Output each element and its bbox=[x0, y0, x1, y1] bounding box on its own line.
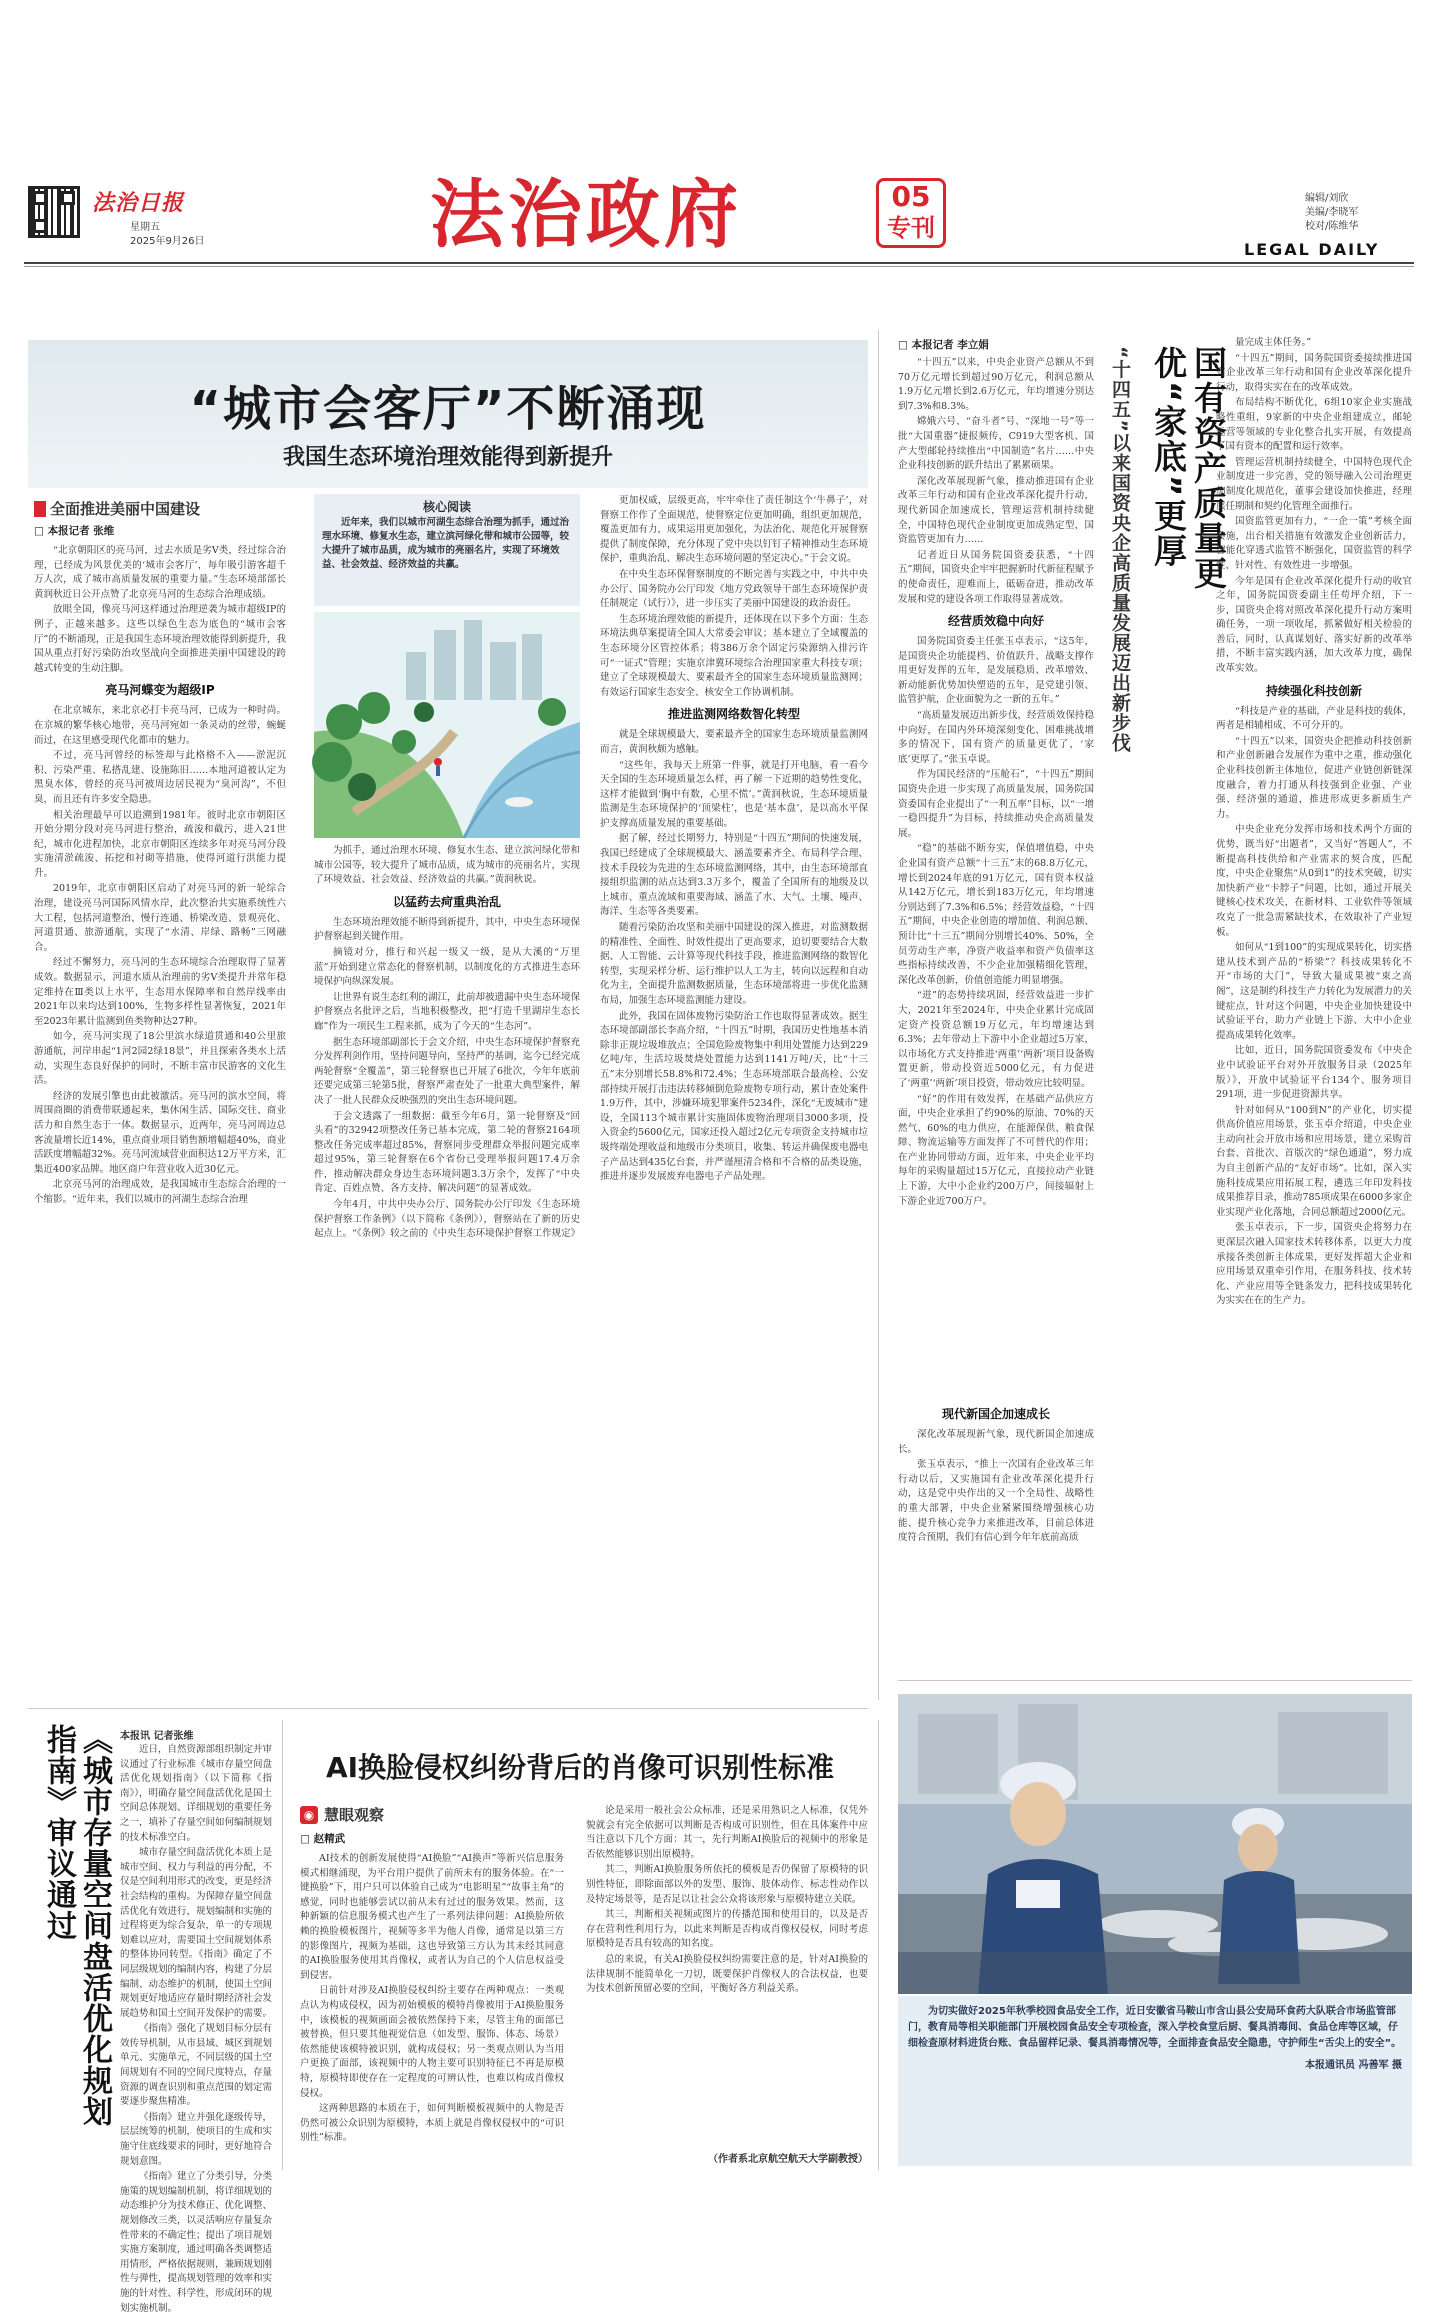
article1-byline: □ 本报记者 张维 bbox=[34, 525, 115, 537]
paragraph: 张玉卓表示，“推上一次国有企业改革三年行动以后，又实施国有企业改革深化提升行动，这是党中央作出的又一个全局性、战略性的重大部署，中央企业紧紧围绕增强核心功能、提升核心竞争力来推进改革，目前总体进度符合预期，我们有信心到今年年底前高质 bbox=[898, 1459, 1094, 1544]
paragraph: 总的来说，有关AI换脸侵权纠纷需要注意的是，针对AI换脸的法律规制不能简单化一刀切，既要保护肖像权人的合法权益，也要为技术创新预留必要的空间，平衡好各方利益关系。 bbox=[586, 1953, 868, 1995]
paragraph: “稳”的基础不断夯实，保值增值稳，中央企业国有资产总额“十三五”末的68.8万亿元，增长到2024年底的91万亿元，国有资本权益从142万亿元，增长到183万亿元，年均增速分别达到了7.3%和6.5%；经营效益稳，“十四五”期间，中央企业创造的增加值、利润总额、预计比“十三五”期间分别增长40%、50%，全员劳动生产率，净资产收益率和资产负债率这些指标持续改善，不少企业加强精细化管理，深化改革创新，价值创造能力明显增强。 bbox=[898, 843, 1094, 986]
eye-icon: ◉ bbox=[300, 1806, 318, 1824]
paragraph: “十四五”以来，中央企业资产总额从不到70万亿元增长到超过90万亿元，利润总额从1.9万亿元增长到2.6万亿元，年均增速分别达到7.3%和8.3%。 bbox=[898, 357, 1094, 412]
paragraph: AI技术的创新发展使得“AI换脸”“AI换声”等新兴信息服务模式相继涌现，为平台用户提供了前所未有的服务体验。在“一键换脸”下，用户只可以体验自己成为“电影明星”“故事主角”的感觉，同时也能够尝试以前从未有过过的服务效果。然而，这种新颖的信息服务模式也产生了一系列法律问题：AI换脸所依赖的换脸模板图片，视频等多半为他人肖像，通常是以第三方的影像图片，视频为基础，这也导致第三方认为其未经其同意的AI换脸服务使用其肖像权，或者认为自己的个人信息权益受到侵害。 bbox=[300, 1853, 564, 1981]
section-divider bbox=[28, 1708, 868, 1709]
paragraph: 管理运营机制持续健全，中国特色现代企业制度进一步完善，党的领导融入公司治理更加制度化规范化，董事会建设加快推进，经理层任期制和契约化管理全面推行。 bbox=[1216, 456, 1412, 512]
qr-code bbox=[28, 186, 80, 238]
section-title: 法治政府 bbox=[430, 172, 742, 258]
paragraph: 中央企业充分发挥市场和技术两个方面的优势，既当好“出题者”，又当好“答题人”，不断提高科技供给和产业需求的契合度，匹配度，中央企业聚焦“从0到1”的技术突破，切实加快新产业“卡脖子”问题，比如，通过开展关键核心技术攻关，在新材料、工业软件等领域攻克了一批急需紧缺技术，在效取补了产业短板。 bbox=[1216, 824, 1412, 938]
article1-col1 bbox=[34, 544, 286, 1692]
paragraph: 张玉卓表示，下一步，国资央企将努力在更深层次融入国家技术转移体系，以更大力度承接各类创新主体成果，更好发挥超大企业和应用场景双重牵引作用，在服务科技、技术转化、产业应用等全链条发力，把科技成果转化为实实在在的生产力。 bbox=[1216, 1222, 1412, 1307]
paragraph: 此外，我国在固体废物污染防治工作也取得显著成效。据生态环境部副部长李高介绍，“十四五”时期，我国历史性地基本消除非正规垃圾堆放点；全国危险废物集中利用处置能力达到229亿吨/年，生活垃圾焚烧处置能力达到1141万吨/天，比“十三五”末分别增长58.8%和72.4%；生态环境部联合最高检、公安部持续开展打击违法转移倾倒危险废物专项行动，累计查处案件1.9万件，其中，涉嫌环境犯罪案件5234件，深化“无废城市”建设，全国113个城市累计实施固体废物治理项目3000多项，投入资金约5600亿元，国家还投入超过2亿元专项资金支持城市垃圾终端处理收益和地级市分类项目，收集、转运并确保废电器电子产品达到435亿台套，并严谨厘清合格和不合格的品类设施，推进并逐步发展废弃电器电子产品处理。 bbox=[600, 1010, 868, 1183]
paragraph: 如今，亮马河实现了18公里滨水绿道贯通和40公里旅游通航，河岸串起“1河2园2绿18景”，并且探索各类水上活动，实现生态良好保护的同时，不断丰富市民游客的文化生活。 bbox=[34, 1031, 286, 1087]
english-name: LEGAL DAILY bbox=[1244, 240, 1380, 259]
paragraph: 深化改革展现新气象，现代新国企加速成长。 bbox=[898, 1429, 1094, 1455]
paragraph: 城市存量空间盘活优化本质上是城市空间、权力与利益的再分配，不仅是空间利用形式的改变，更是经济社会结构的重构。为保障存量空间盘活优化有效进行，规划编制和实施的过程将更为综合复杂，单一的专项规划难以应对，需要国土空间规划体系的整体协同转型。《指南》确定了不同层级规划的编制内容，构建了分层编制、动态维护的机制，使国土空间规划更好地适应存量时期经济社会发展趋势和国土空间开发保护的需要。 bbox=[120, 1847, 273, 2019]
paragraph: 记者近日从国务院国资委获悉，“十四五”期间，国资央企牢牢把握新时代新征程赋予的使命责任，迎难而上，砥砺奋进，推动改革发展和党的建设各项工作取得显著成效。 bbox=[898, 549, 1094, 605]
paragraph: 论是采用一般社会公众标准，还是采用熟识之人标准，仅凭外貌就会有完全依据可以判断是否构成可识别性，但在具体案件中应当注意以下几个方面：其一，先行判断AI换脸后的视频中的形象是否依然能够识别出原模特。 bbox=[586, 1805, 868, 1860]
paragraph: 据了解，经过长期努力，特别是“十四五”期间的快速发展，我国已经建成了全球规模最大、涵盖要素齐全、布局科学合理、技术手段较为先进的生态环境监测网络，其中，由生态环境部直接组织监测的站点达到3.3万多个，覆盖了全国所有的地级及以上城市、重点流域和重要海域、涵盖了水、大气、土壤、噪声、海洋、生态等各类要素。 bbox=[600, 833, 868, 918]
paragraph: 生态环境治理效能的新提升，还体现在以下多个方面：生态环境法典草案提请全国人大常委会审议；基本建立了全域覆盖的生态环境分区管控体系；将386万余个固定污染源纳入排污许可“一证式”管理；实施京津冀环境综合治理国家重大科技专项；建立了全球规模最大、要素最齐全的国家生态环境质量监测网；有效运行国家生态安全、核安全工作协调机制。 bbox=[600, 613, 868, 698]
article3-byline: 本报讯 记者张维 bbox=[120, 1731, 194, 1742]
paragraph: 深化改革展现新气象，推动推进国有企业改革三年行动和国有企业改革深化提升行动，现代新国企加速成长，管理运营机制持续健全，中国特色现代企业制度更加成熟定型，国资监管更加有力…… bbox=[898, 475, 1094, 546]
article3-title: 《城市存量空间盘活优化规划指南》审议通过 bbox=[41, 1724, 112, 2127]
paragraph: 在北京城东，来北京必打卡亮马河，已成为一种时尚。在京城的繁华核心地带，亮马河宛如一条灵动的丝带，蜿蜒而过，在这里感受现代化都市的魅力。 bbox=[34, 705, 286, 746]
paragraph: “好”的作用有效发挥，在基础产品供应方面，中央企业承担了约90%的原油、70%的天然气、60%的电力供应，在能源保供、粮食保障、物流运输等方面发挥了不可替代的作用；在产业协同带动方面，近年来，中央企业平均每年的采购量超过15万亿元，直接拉动产业链上下游，大中小企业约200万户，间接辐射上下游企业近700万户。 bbox=[898, 1093, 1094, 1207]
article3-body bbox=[120, 1724, 273, 2314]
editor-line: 美编/李晓军 bbox=[1305, 207, 1359, 218]
article2-title: 国有资产质量更优“家底”更厚 bbox=[1149, 346, 1228, 591]
article1-column-tag bbox=[34, 498, 200, 519]
paragraph: 近日，自然资源部组织制定并审议通过了行业标准《城市存量空间盘活优化规划指南》（以下简称《指南》），明确存量空间盘活优化是国土空间总体规划、详细规划的重要任务之一，填补了存量空间如何编制规划的技术标准空白。 bbox=[120, 1744, 273, 1843]
paragraph: 随着污染防治攻坚和美丽中国建设的深入推进，对监测数据的精准性、全面性、时效性提出了更高要求，迫切要要结合大数据、人工智能、云计算等现代科技手段，推进监测网络的数智化转型，实现采样分析、运行维护以人工为主，转向以远程和自动化为主，全面提升监测数据质量，生态环境部将进一步优化监测布局，加强生态环境监测能力建设。 bbox=[600, 922, 868, 1006]
paragraph: 经济的发展引擎也由此被激活。亮马河的滨水空间，将周围商圈的消费带联通起来，集休闲生活、国际交往、商业活力和自然生态于一体。数据显示，近两年，亮马河周边总客流量增长近14%，重点商业项目销售额增幅超40%，商业活跃度增幅超32%。亮马河流域营业面积达12万平方米，汇集近400家品牌。地区商户年营业收入近30亿元。 bbox=[34, 1090, 286, 1175]
paragraph: 北京亮马河的治理成效，是我国城市生态综合治理的一个缩影。“近年来，我们以城市的河湖生态综合治理 bbox=[34, 1179, 286, 1205]
paragraph: 相关治理最早可以追溯到1981年。彼时北京市朝阳区开始分期分段对亮马河进行整治，疏浚和截污，进入21世纪，城市化进程加快，北京市朝阳区连续多年对亮马河分段实施清淤疏浚、拓挖和衬砌等措施，使得河道行洪能力提升。 bbox=[34, 809, 286, 879]
photo-caption: 为切实做好2025年秋季校园食品安全工作，近日安徽省马鞍山市含山县公安局环食药大队联合市场监管部门，教育局等相关职能部门开展校园食品安全专项检查，深入学校食堂后厨、餐具消毒间、食品仓库等区域，仔细检查原材料进货台账、食品留样记录、餐具消毒情况等，全面排查食品安全隐患，守护师生“舌尖上的安全”。 bbox=[908, 2006, 1402, 2049]
paper-logo: 法治日报 bbox=[92, 190, 185, 216]
paragraph: 放眼全国，像亮马河这样通过治理逆袭为城市超级IP的例子，正越来越多。这些以绿色生态为底色的“城市会客厅”的不断涌现，正是我国生态环境治理效能得到新提升，我国从重点打好污染防治攻坚战向全面推进美丽中国建设的跨越式转变的生动注脚。 bbox=[34, 604, 286, 674]
author-note: （作者系北京航空航天大学副教授） bbox=[708, 2154, 868, 2165]
paragraph: “十四五”以来，国资央企把推动科技创新和产业创新融合发展作为重中之重，推动强化企业科技创新主体地位，促进产业链创新链深度融合，着力打通从科技强到企业强、产业强、经济强的通道，推进形成更多新质生产力。 bbox=[1216, 735, 1412, 820]
article2-col1-continued bbox=[898, 1400, 1094, 1670]
issue-date: 2025年9月26日 bbox=[130, 236, 205, 247]
paragraph: 生态环境治理效能不断得到新提升，其中，中央生态环境保护督察起到关键作用。 bbox=[314, 916, 581, 943]
column-label: 全面推进美丽中国建设 bbox=[50, 500, 201, 518]
paragraph: 如何从“1到100”的实现成果转化，切实搭建从技术到产品的“桥梁”？科技成果转化不开“市场的大门”，导致大量成果被“束之高阁”，这是制约科技生产力转化为发展潜力的关键症点，针对这个问题，中央企业加快建设中试验证平台，助力产业链上下游、大中小企业提高成果转化效率。 bbox=[1216, 942, 1412, 1041]
page-number: 05 bbox=[891, 180, 931, 213]
paragraph: 这两种思路的本质在于，如何判断模板视频中的人物是否仍然可被公众识别为原模特，本质上就是肖像权侵权中的“可识别性”标准。 bbox=[300, 2103, 564, 2144]
column-divider bbox=[878, 330, 879, 1700]
article2-byline: □ 本报记者 李立娟 bbox=[898, 339, 989, 351]
editor-line: 编辑/刘欣 bbox=[1305, 193, 1349, 204]
masthead-rule-thin bbox=[24, 266, 1414, 267]
paragraph: 今年是国有企业改革深化提升行动的收官之年，国务院国资委副主任苟坪介绍，下一步，国资央企将对照改革深化提升行动方案明确任务，一项一项收尾，抓紧做好相关检验的善后，同时，认真谋划好、落实好新的改革举措，不断丰富实践内涵，加大改革力度，确保改革实效。 bbox=[1216, 575, 1412, 675]
paragraph: 让世界有说生态红利的湖江，此前却被遗漏中央生态环境保护督察点名批评之后，当地积极整改，把“打造千里湖岸生态长廊”作为一项民生工程来抓，成为了今天的“生态河”。 bbox=[314, 991, 581, 1032]
article1-col2 bbox=[314, 844, 580, 1692]
core-reading-title: 核心阅读 bbox=[422, 500, 471, 514]
weekday: 星期五 bbox=[130, 222, 160, 233]
article4-byline: □ 赵精武 bbox=[300, 1833, 346, 1845]
article4-col2 bbox=[586, 1804, 868, 2144]
article1-col3 bbox=[600, 494, 868, 1692]
paragraph: 量完成主体任务。” bbox=[1235, 337, 1312, 348]
paragraph: 《指南》强化了规划目标分层有效传导机制，从市县域、城区到规划单元、实施单元，不同层级的国土空间规划有不同的空间尺度特点，存量资源的调查识别和重点范围的划定需要逐步聚焦精准。 bbox=[120, 2023, 273, 2108]
core-reading-text: 近年来，我们以城市河湖生态综合治理为抓手，通过治理水环境、修复水生态，建立滨河绿化带和城市公园等，较大提升了城市品质，成为城市的亮丽名片，实现了环境效益、社会效益、经济效益的共赢。 bbox=[322, 517, 570, 570]
food-inspection-photo bbox=[898, 1694, 1412, 1994]
paragraph: “科技是产业的基础，产业是科技的载体，两者是相辅相成、不可分开的。 bbox=[1216, 705, 1412, 732]
article1-subtitle: 我国生态环境治理效能得到新提升 bbox=[282, 445, 613, 470]
article4-title: AI换脸侵权纠纷背后的肖像可识别性标准 bbox=[325, 1751, 835, 1784]
editor-line: 校对/陈维华 bbox=[1305, 221, 1359, 232]
paragraph: 其二，判断AI换脸服务所依托的模板是否仍保留了原模特的识别性特征，即除面部以外的发型、服饰、肢体动作、标志性动作以及特定场景等，是否足以让社会公众将该形象与原模特建立关联。 bbox=[586, 1864, 868, 1905]
paragraph: 更加权威，层级更高，牢牢牵住了责任制这个‘牛鼻子’，对督察工作作了全面规范，使督察定位更加明确，组织更加规范，覆盖更加有力，成果运用更加强化，为法治化、规范化开展督察提供了制度保障，充分体现了党中央以钉钉子精神推动生态环境保护，重典治乱、解决生态环境问题的坚定决心。”于会文说。 bbox=[600, 495, 868, 565]
paragraph: 2019年，北京市朝阳区启动了对亮马河的新一轮综合治理，建设亮马河国际风情水岸，此次整治共实施系统性六大工程，包括河道整治、慢行连通、桥梁改造、景观亮化、河道贯通、旅游通航，实现了“水清、岸绿、路畅”三网融合。 bbox=[34, 883, 286, 953]
paragraph: 嫦娥六号、“奋斗者”号、“深地一号”等一批“大国重器”捷报频传，C919大型客机、国产大型邮轮持续推出“中国制造”名片……中央企业科技创新的跃升结出了累累硕果。 bbox=[898, 416, 1094, 472]
paragraph: 不过，亮马河曾经的标签却与此格格不入——淤泥沉积、污染严重、私搭乱建、设施陈旧……本地河道被认定为黑臭水体，曾经的亮马河被周边居民视为“臭河沟”，不但臭，而且还有许多安全隐患。 bbox=[34, 750, 286, 805]
column-flag-icon bbox=[34, 501, 46, 517]
paragraph: 就是全球规模最大、要素最齐全的国家生态环境质量监测网而言，黄润秋颇为感触。 bbox=[600, 729, 868, 755]
paragraph: 国务院国资委主任张玉卓表示，“这5年，是国资央企功能提档、价值跃升、战略支撑作用更好发挥的五年，是发展稳质、改革增效、新动能新优势加快塑造的五年，是党建引领、监管护航，企业面貌为之一新的五年。” bbox=[898, 636, 1094, 706]
section-divider bbox=[898, 1680, 1412, 1681]
paragraph: 其三，判断相关视频或图片的传播范围和使用目的，以及是否存在营利性利用行为，以此来判断是否构成肖像权侵权，同时考虑原模特是否具有较高的知名度。 bbox=[586, 1909, 868, 1950]
column-divider bbox=[878, 1720, 879, 2170]
paragraph: 为抓手，通过治理水环境、修复水生态、建立滨河绿化带和城市公园等，较大提升了城市品质，成为城市的亮丽名片，实现了环境效益、社会效益、经济效益的共赢。”黄润秋说。 bbox=[314, 845, 581, 886]
article2-subtitle: “十四五”以来国资央企高质量发展迈出新步伐 bbox=[1109, 346, 1131, 753]
section-heading: 亮马河蝶变为超级IP bbox=[105, 683, 215, 698]
paragraph: 据生态环境部副部长于会文介绍，中央生态环境保护督察充分发挥利剑作用，坚持问题导向，坚持严的基调，迄今已经完成两轮督察“全覆盖”，第三轮督察也已开展了6批次，今年年底前还要完成第三轮第5批，督察严肃查处了一批重大典型案件，解决了一批人民群众反映强烈的突出生态环境问题。 bbox=[314, 1036, 581, 1106]
paragraph: 在中央生态环保督察制度的不断完善与实践之中，中共中央办公厅、国务院办公厅印发《地方党政领导干部生态环境保护责任制规定（试行）》，进一步压实了美丽中国建设的政治责任。 bbox=[600, 568, 868, 610]
paragraph: 国资监管更加有力，“一企一策”考核全面实施，出台相关措施有效激发企业创新活力，智能化穿透式监管不断强化，国资监管的科学性、针对性、有效性进一步增强。 bbox=[1216, 516, 1412, 571]
photo-caption-box bbox=[898, 1996, 1412, 2166]
paragraph: 比如，近日，国务院国资委发布《中央企业中试验证平台对外开放服务目录（2025年版）》，开放中试验证平台134个、服务项目291项，进一步促进资源共享。 bbox=[1216, 1045, 1412, 1101]
paragraph: 《指南》建立并强化逐级传导，层层统筹的机制，使项目的生成和实施守住底线要求的同时，更好地符合规划意图。 bbox=[120, 2111, 273, 2167]
page-label: 专刊 bbox=[887, 214, 935, 242]
paragraph: 摘镜对分，推行和兴起一级又一级，是从大溪的“万里蓝”开始到建立常态化的督察机制，以制度化的方式推进生态环境保护向纵深发展。 bbox=[314, 946, 580, 988]
paragraph: “这些年，我每天上班第一件事，就是打开电脑，看一看今天全国的生态环境质量怎么样，再了解一下近期的趋势性变化，这样才能做到‘胸中有数，心里不慌’。”黄润秋说，生态环境质量监测是生态环境保护的‘顶梁柱’，也是‘基本盘’，是以高水平保护支撑高质量发展的重要基础。 bbox=[600, 759, 868, 829]
editor-credits bbox=[1305, 192, 1358, 234]
masthead-rule bbox=[24, 262, 1414, 264]
section-heading: 推进监测网络数智化转型 bbox=[667, 707, 800, 722]
river-park-illustration bbox=[314, 612, 580, 838]
article4-col1 bbox=[300, 1852, 564, 2170]
paragraph: 布局结构不断优化，6组10家企业实施战略性重组，9家新的中央企业组建成立，邮轮运营等领域的专业化整合扎实开展，有效提高了国有资本的配置和运行效率。 bbox=[1216, 397, 1412, 453]
paragraph: 《指南》建立了分类引导，分类施策的规划编制机制，将详细规划的动态维护分为技术修正、优化调整、规划修改三类，以灵活响应存量复杂性带来的不确定性；提出了项目规划实施方案制度，通过明确各类调整适用情形，严格依据规则，兼顾规划刚性与弹性，提高规划管理的效率和实施的针对性、科学性，形成闭环的规划实施机制。 bbox=[120, 2171, 273, 2314]
column-divider bbox=[282, 1720, 283, 2170]
paragraph: “北京朝阳区的亮马河，过去水质是劣Ⅴ类，经过综合治理，已经成为风景优美的‘城市会客厅’，每年吸引游客超千万人次，成了城市高质量发展的重要力量。”生态环境部部长黄润秋近日公开点赞了北京亮马河的生态综合治理成绩。 bbox=[34, 545, 286, 600]
page-number-box bbox=[876, 178, 946, 248]
article2-col2 bbox=[1216, 336, 1412, 1666]
paragraph: 作为国民经济的“压舱石”，“十四五”期间国资央企进一步实现了高质量发展，国务院国资委国有企业提出了“一利五率”目标，以“一增一稳四提升”为目标，持续推动央企高质量发展。 bbox=[898, 769, 1094, 839]
section-heading: 经营质效稳中向好 bbox=[947, 614, 1044, 629]
paragraph: “十四五”期间，国务院国资委接续推进国有企业改革三年行动和国有企业改革深化提升行动，取得实实在在的改革成效。 bbox=[1216, 352, 1412, 393]
paragraph: “高质量发展迈出新步伐，经营质效保持稳中向好，在国内外环境深刻变化、困难挑战增多的情况下，国有资产的质量更优了，‘家底’更厚了。”张玉卓说。 bbox=[898, 710, 1094, 765]
column-label: 慧眼观察 bbox=[324, 1806, 385, 1824]
paragraph: 今年4月，中共中央办公厅、国务院办公厅印发《生态环境保护督察工作条例》（以下简称《条例》），督察站在了新的历史起点上。“《条例》较之前的《中央生态环境保护督察工作规定》 bbox=[314, 1199, 581, 1240]
section-heading: 现代新国企加速成长 bbox=[941, 1407, 1050, 1421]
paragraph: 经过不懈努力，亮马河的生态环境综合治理取得了显著成效。数据显示，河道水质从治理前的劣Ⅴ类提升并常年稳定维持在Ⅲ类以上水平，生态用水保障率和自然岸线率由2021年以来均达到100%，生物多样性显著恢复，2021年至2023年累计监测到鱼类物种达27种。 bbox=[34, 957, 286, 1027]
section-heading: 持续强化科技创新 bbox=[1265, 683, 1362, 698]
paragraph: 针对如何从“100到N”的产业化，切实提供高价值应用场景，张玉卓介绍道，中央企业主动向社会开放市场和应用场景，建立采购首台套、首批次、首版次的“绿色通道”，努力成为自主创新产品的“友好市场”。比如，深入实施科技成果应用拓展工程，遴选三年印发科技成果推荐目录，推动785项成果在6000多家企业实现产业化落地，合同总额超过2000亿元。 bbox=[1216, 1104, 1412, 1218]
photo-credit: 本报通讯员 冯善军 摄 bbox=[1305, 2060, 1402, 2071]
core-reading-box bbox=[314, 494, 580, 606]
article1-title: “城市会客厅”不断涌现 bbox=[189, 381, 707, 437]
paragraph: “进”的态势持续巩固，经营效益进一步扩大，2021年至2024年，中央企业累计完成固定资产投资总额19万亿元，年均增速达到6.3%；去年带动上下游中小企业超过5万家，以市场化方式支持推进‘两重’‘两新’项目设备购置更新，带动投资近5000亿元，有力促进了‘两重’‘两新’项目投资，带动效应比较明显。 bbox=[898, 990, 1094, 1089]
paragraph: 日前针对涉及AI换脸侵权纠纷主要存在两种观点：一类观点认为构成侵权，因为初始模板的模特肖像被用于AI换脸服务中，该模板的视频画面会被依然保持下来，尽管主角的面部已被替换，但只要其他视觉信息（如发型、服饰、体态、场景）依然能使该模特被识别，就构成侵权；另一类观点则认为当用户更换了面部，该视频中的人物主要可识别特征已不再是原模特，原模特即使存在一定程度的可辨认性，也难以构成肖像权侵权。 bbox=[300, 1985, 564, 2099]
paragraph: 于会文透露了一组数据：截至今年6月，第一轮督察及“回头看”的32942项整改任务已基本完成，第二轮的督察2164项整改任务完成率超过85%，督察同步受理群众举报问题完成率超过95%，第三轮督察在6个省份已受理举报问题17.4万余件，推动解决群众身边生态环境问题3.3万余个，发挥了“中央肯定、百姓点赞、各方支持、解决问题”的显著成效。 bbox=[314, 1110, 580, 1195]
article4-column-tag bbox=[300, 1804, 384, 1825]
section-heading: 以猛药去疴重典治乱 bbox=[392, 894, 501, 909]
article2-col1 bbox=[898, 356, 1094, 1396]
